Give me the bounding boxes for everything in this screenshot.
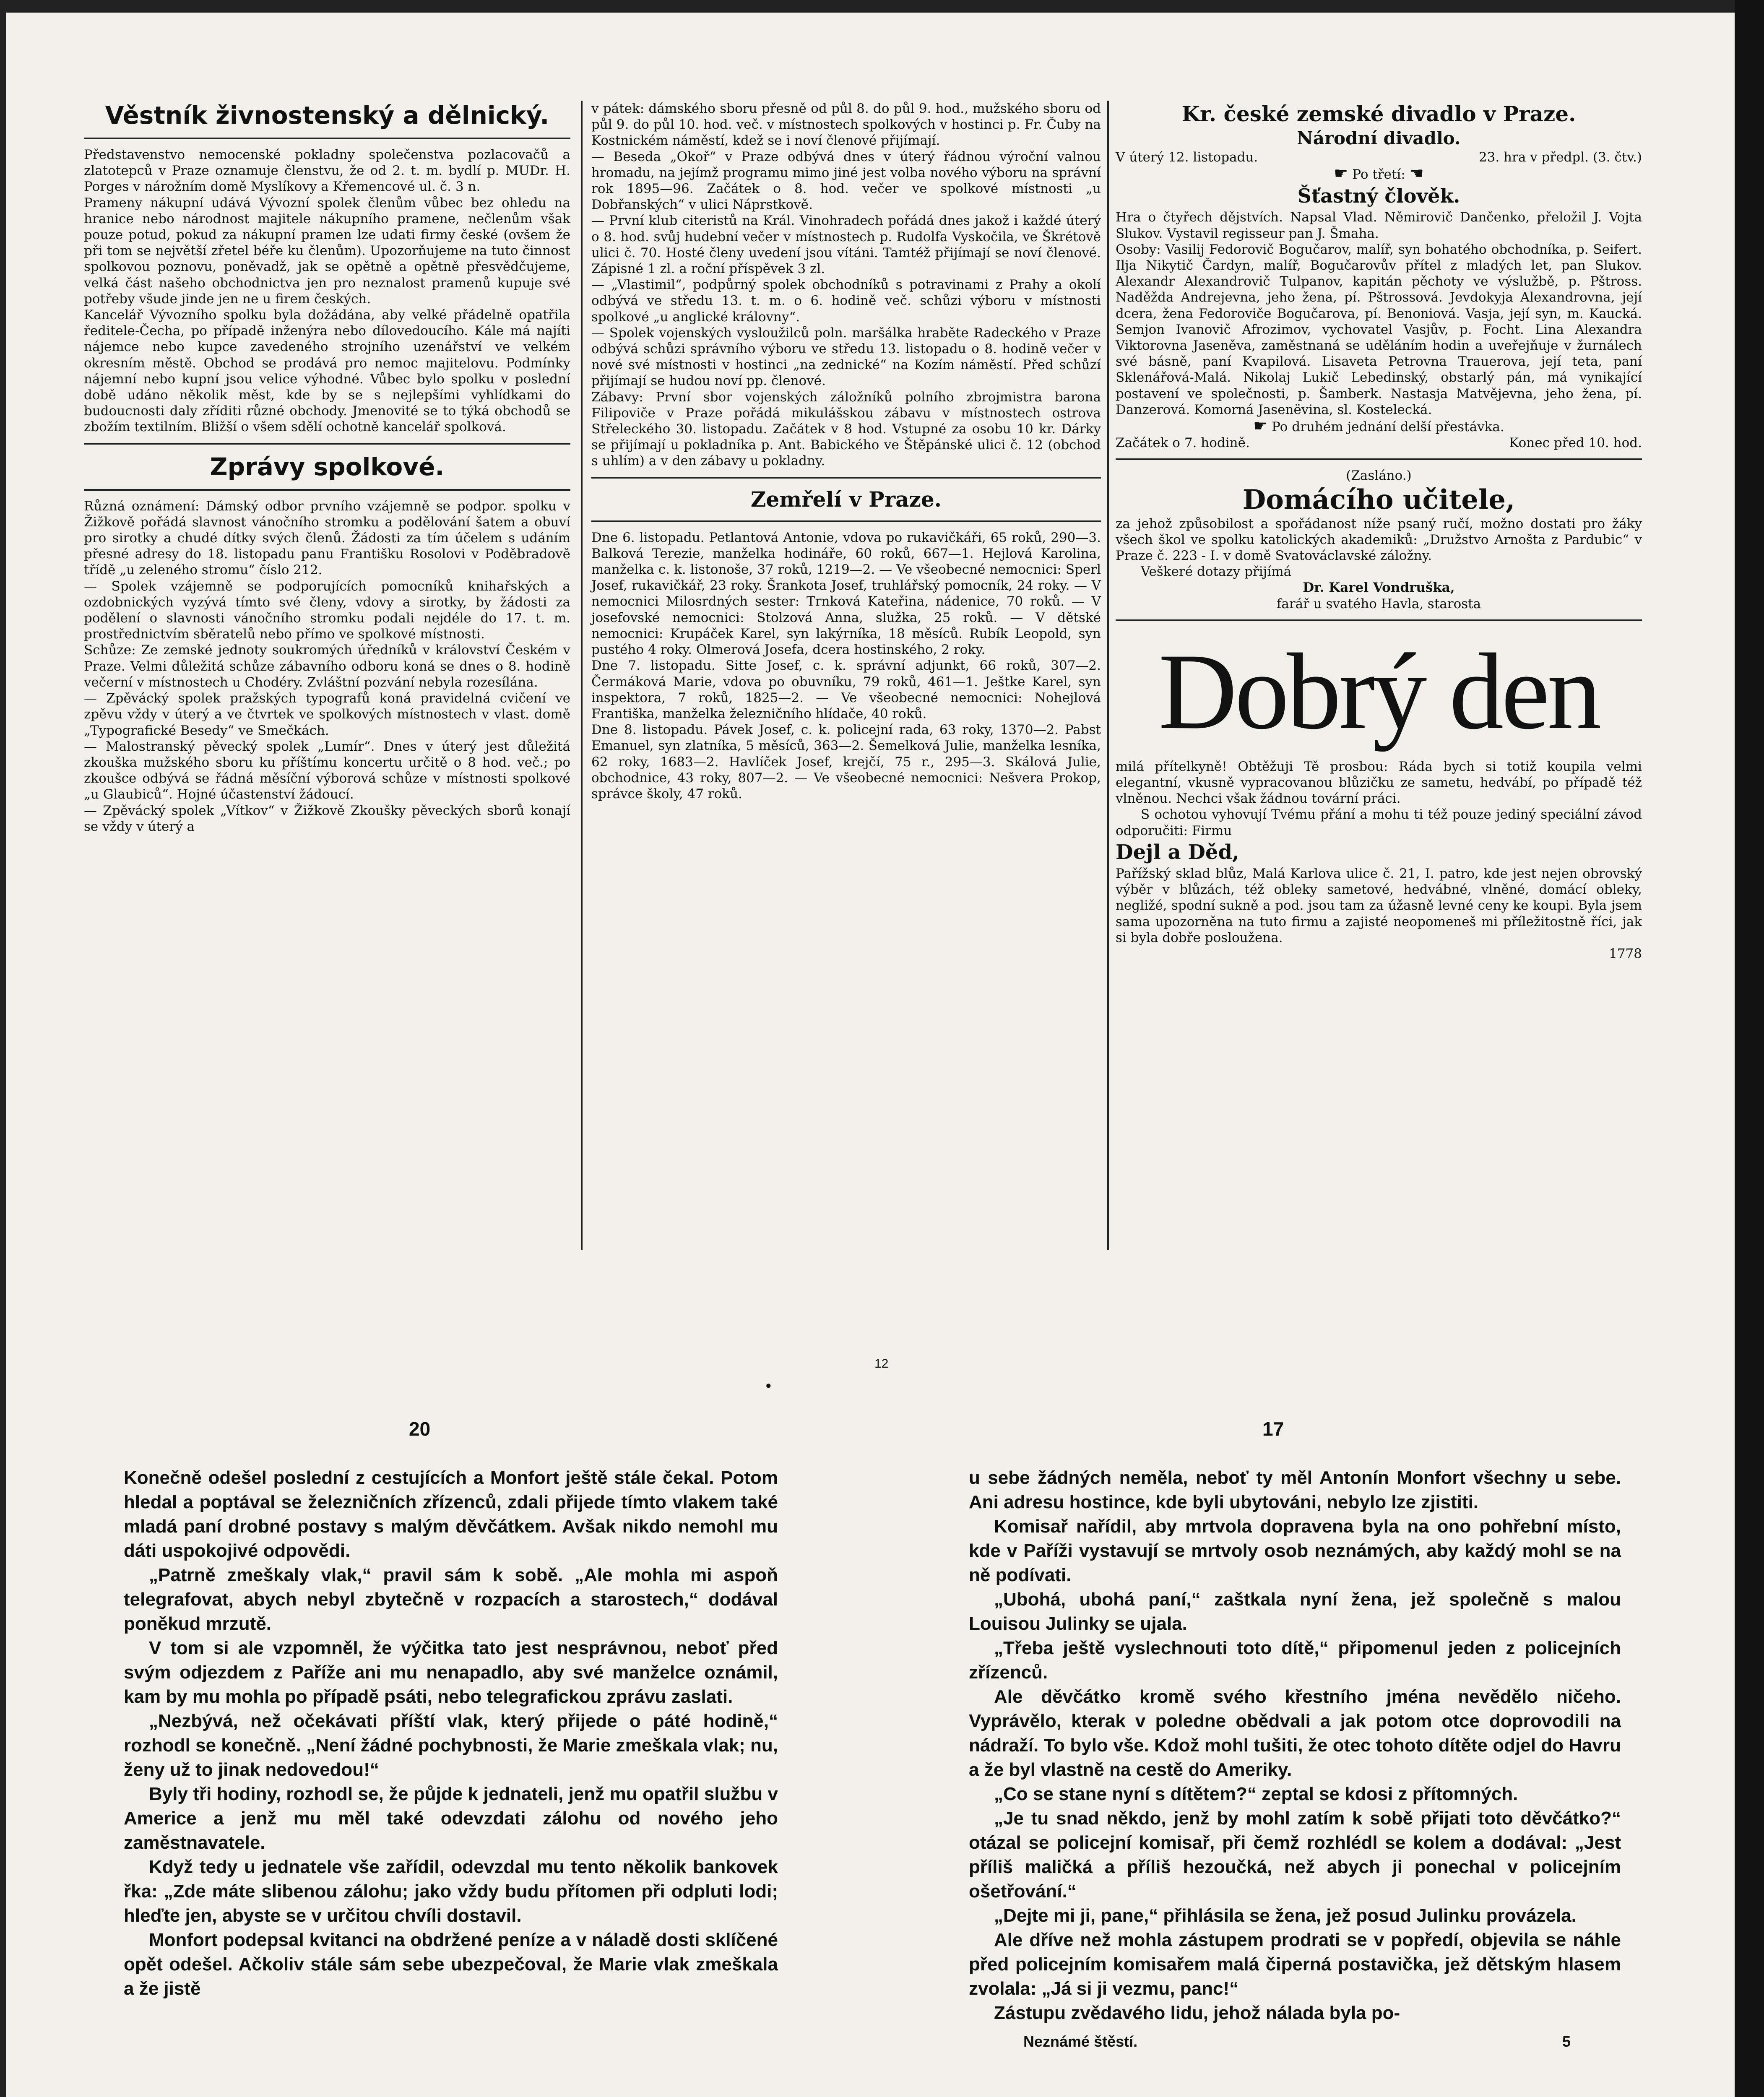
paragraph: — Zpěvácký spolek pražských typografů koná pravidelná cvičení ve zpěvu vždy v úterý a ve čtvrtek ve spolkových místnostech v vlast. domě „Typografické Besedy“ ve Smečkách. (84, 691, 570, 738)
scan-edge-left (0, 0, 6, 2097)
paragraph: Komisař nařídil, aby mrtvola dopravena byla na ono pohřební místo, kde v Paříži vystavují se mrtvoly osob neznámých, aby každý mohl se na ně podívati. (969, 1516, 1621, 1585)
scan-dot: ● (765, 1380, 772, 1391)
paragraph: Zábavy: První sbor vojenských záložníků polního zbrojmistra barona Filipoviče v Praze pořádá mikulášskou zábavu v místnostech ostrova Střeleckého 30. listopadu. Začátek v 8 hod. Vstupné za osobu 10 kr. Dárky se přijímají u pokladníka p. Ant. Babického ve Štěpánské ulici č. 12 (obchod s uhlím) a v den zábavy u pokladny. (591, 389, 1101, 469)
theatre-date: V úterý 12. listopadu. (1116, 150, 1258, 165)
theatre-title: Kr. české zemské divadlo v Praze. (1181, 101, 1576, 126)
pointing-hand-icon: ☛ (1334, 164, 1348, 183)
footer-page: 5 (1562, 2033, 1571, 2050)
paragraph: Zástupu zvědavého lidu, jehož nálada byla po- (994, 2003, 1400, 2023)
tutor-ad-title: Domácího učitele, (1242, 484, 1515, 515)
tutor-ad-role: farář u svatého Havla, starosta (1276, 596, 1481, 611)
paragraph: V tom si ale vzpomněl, že výčitka tato jest nesprávnou, neboť před svým odjezdem z Paříže ani mu nenapadlo, aby své manželce oznámil, kam by mu mohla po případě psáti, nebo telegrafickou zprávu zaslati. (124, 1638, 778, 1707)
letter-text: milá přítelkyně! Obtěžuji Tě prosbou: Ráda bych si totiž koupila velmi elegantní, vkusně vypracovanou blůzičku ze sametu, hedvábí, po případě též vlněnou. Nechci však žádnou tovární práci. (1116, 759, 1642, 807)
paragraph: u sebe žádných neměla, neboť ty měl Antonín Monfort všechny u sebe. Ani adresu hostince, kde byli ubytováni, nebylo lze zjistiti. (969, 1467, 1621, 1512)
section-title-deaths: Zemřelí v Praze. (750, 487, 942, 512)
paragraph: „Co se stane nyní s dítětem?“ zeptal se kdosi z přítomných. (994, 1784, 1518, 1804)
intermission-text: Po druhém jednání delší přestávka. (1272, 419, 1504, 435)
paragraph: — Beseda „Okoř“ v Praze odbývá dnes v úterý řádnou výroční valnou hromadu, na jejímž programu mimo jiné jest volba nového výboru na správní rok 1895—96. Začátek o 8. hod. večer ve spolkové místnosti „u Dobřanských“ v ulici Náprstkově. (591, 149, 1101, 213)
time-row (1116, 435, 1642, 451)
paragraph: Dne 7. listopadu. Sitte Josef, c. k. správní adjunkt, 66 roků, 307—2. Čermáková Marie, vdova po obuvníku, 79 roků, 461—1. Ještke Karel, syn inspektora, 7 roků, 1825—2. — Ve všeobecné nemocnici: Nohejlová Františka, manželka železničního hlídače, 40 roků. (591, 658, 1101, 721)
column-club-news (591, 101, 1101, 802)
paragraph: „Dejte mi ji, pane,“ přihlásila se žena, jež posud Julinku provázela. (994, 1905, 1577, 1926)
section-title-clubs: Zprávy spolkové. (210, 452, 445, 481)
divider (591, 520, 1101, 522)
theatre-date-row (1116, 149, 1642, 165)
intermission-note (1116, 418, 1642, 435)
paragraph: Ale dříve než mohla zástupem prodrati se v popředí, objevila se náhle před policejním komisařem malá čiperná postavička, jež dětským hlasem zvolala: „Já si ji vezmu, panc!“ (969, 1930, 1621, 1999)
play-description: Hra o čtyřech dějstvích. Napsal Vlad. Němirovič Dančenko, přeložil J. Vojta Slukov. Vystavil regisseur pan J. Šmaha. (1116, 210, 1642, 241)
paragraph: Byly tři hodiny, rozhodl se, že půjde k jednateli, jenž mu opatřil službu v Americe a jenž mu měl také odevzdati zálohu od nového jeho zaměstnavatele. (124, 1784, 778, 1853)
paragraph: „Ubohá, ubohá paní,“ zaštkala nyní žena, jež společně s malou Louisou Julinky se ujala. (969, 1589, 1621, 1634)
scan-edge-right (1735, 0, 1764, 2097)
divider (84, 489, 570, 491)
tutor-ad-text: za jehož způsobilost a spořádanost níže psaný ručí, možno dostati pro žáky všech škol ve spolku katolických akademiků: „Družstvo Arnošta z Pardubic“ v Praze č. 223 - I. v domě Svatováclavské záložny. (1116, 516, 1642, 564)
pointing-hand-icon: ☛ (1253, 416, 1268, 435)
paragraph: Když tedy u jednatele vše zařídil, odevzdal mu tento několik bankovek řka: „Zde máte slibenou zálohu; jako vždy budu přítomen při odpluti lodi; hleďte jen, abyste se v určitou chvíli dostavil. (124, 1857, 778, 1926)
section-title-trade: Věstník živnostenský a dělnický. (105, 101, 549, 130)
paragraph: Různá oznámení: Dámský odbor prvního vzájemně se podpor. spolku v Žižkově pořádá slavnost vánočního stromku a podělování šatem a obuví pro sirotky a chudé dítky svých členů. Žádosti za tím účelem s udáním přesné adresy do 18. listopadu panu Františku Rosolovi v Poděbradově třídě „u zeleného stromu“ číslo 212. (84, 498, 570, 578)
paragraph: Prameny nákupní udává Vývozní spolek členům vůbec bez ohledu na hranice nebo národnost majitele nákupního pramene, nečlenům však pouze potud, pokud za nákupní pramen lze udati firmy české (ovšem že při tom se největší zřetel béře ku členům). Upozorňujeme na tuto činnost spolkovou poznovu, poněvadž, jak se opětně a opětně přesvědčujeme, velká část našeho obchodnictva jen pro neznalost pramenů kupuje své potřeby všude jinde jen ne u firem českých. (84, 195, 570, 307)
column-theatre (1116, 101, 1642, 962)
page-number-left: 20 (409, 1418, 431, 1440)
divider (1116, 458, 1642, 460)
column-rule (581, 101, 583, 1250)
novel-page-right (969, 1466, 1621, 2054)
paragraph: „Nezbývá, než očekávati příští vlak, který přijede o páté hodině,“ rozhodl se konečně. „Není žádné pochybnosti, že Marie zmeškala vlak; nu, ženy už to jinak nedovedou!“ (124, 1711, 778, 1780)
scan-mark: 12 (874, 1357, 889, 1371)
pointing-hand-icon: ☚ (1409, 164, 1424, 183)
paragraph: — Spolek vzájemně se podporujících pomocníků knihařských a ozdobnických vyzývá tímto své členy, vdovy a sirotky, by žádosti za podělení o slavnosti vánočního stromku podali nejdéle do 17. t. m. prostřednictvím sběratelů nebo přímo ve spolkové místnosti. (84, 578, 570, 642)
paragraph: — První klub citeristů na Král. Vinohradech pořádá dnes jakož i každé úterý o 8. hod. svůj hudební večer v místnostech p. Rudolfa Vyskočila, ve Škrétově ulici č. 70. Hosté členy uvedení jsou vítáni. Tamtéž přijímají se noví členové. Zápisné 1 zl. a roční příspěvek 3 zl. (591, 213, 1101, 277)
performance-count (1116, 165, 1642, 182)
paragraph: Dne 8. listopadu. Pávek Josef, c. k. policejní rada, 63 roky, 1370—2. Pabst Emanuel, syn zlatníka, 5 měsíců, 363—2. Šemelková Julie, manželka lesníka, 62 roky, 1683—2. Havlíček Josef, krejčí, 75 r., 295—3. Skálová Julie, obchodnice, 43 roky, 807—2. — Ve všeobecné nemocnici: Nešvera Prokop, správce školy, 47 roků. (591, 722, 1101, 801)
footer-title: Neznámé štěstí. (1023, 2033, 1138, 2050)
paragraph: — Zpěvácký spolek „Vítkov“ v Žižkově Zkoušky pěveckých sborů konají se vždy v úterý a (84, 803, 570, 834)
end-time: Konec před 10. hod. (1509, 435, 1642, 451)
paragraph: „Třeba ještě vyslechnouti toto dítě,“ připomenul jeden z policejních zřízenců. (969, 1638, 1621, 1683)
paragraph: „Patrně zmeškaly vlak,“ pravil sám k sobě. „Ale mohla mi aspoň telegrafovat, abych nebyl zbytečně v rozpacích a starostech,“ dodával poněkud mrzutě. (124, 1565, 778, 1634)
tutor-ad-inquiry: Veškeré dotazy přijímá (1141, 564, 1292, 580)
performance-label: Po třetí: (1352, 167, 1405, 182)
theatre-subscription: 23. hra v předpl. (3. čtv.) (1478, 150, 1642, 165)
paragraph: Kancelář Vývozního spolku byla dožádána, aby velké přádelně opatřila ředitele-Čecha, po případě inženýra nebo dílovedoucího. Kále má najíti nájemce nebo kupce zavedeného strojního uzenářství ve velkém okresním městě. Obchod se prodává pro nemoc majitelovu. Podmínky nájemní nebo kupní jsou velice výhodné. Vůbec bylo spolku v poslední době udáno několik měst, kde by se s nejlepšími vyhlídkami do budoucnosti daly zříditi různé obchody. Jmenovité se to týká obchodů se zbožím textilním. Bližší o všem sdělí ochotně kancelář spolková. (84, 307, 570, 435)
paragraph: Schůze: Ze zemské jednoty soukromých úředníků v království Českém v Praze. Velmi důležitá schůze zábavního odboru koná se dnes o 8. hodině večerní v místnostech u Chodéry. Zvláštní pozvání nebyla rozesílána. (84, 643, 570, 690)
theatre-subtitle: Národní divadlo. (1297, 128, 1461, 148)
paragraph: — „Vlastimil“, podpůrný spolek obchodníků s potravinami z Prahy a okolí odbývá ve středu 13. t. m. o 6. hodině več. schůzi výboru v místnosti spolkové „u anglické královny“. (591, 277, 1101, 325)
letter-text: S ochotou vyhovují Tvému přání a mohu ti též pouze jediný speciální závod odporučiti: Firmu (1116, 807, 1642, 838)
page-number-right: 17 (1262, 1418, 1284, 1440)
paragraph: Představenstvo nemocenské pokladny společenstva pozlacovačů a zlatotepců v Praze oznamuje členstvu, že od 2. t. m. bydlí p. MUDr. H. Porges v nárožním domě Myslíkovy a Křemencové ul. č. 3 n. (84, 147, 570, 195)
scan-edge-top (0, 0, 1764, 13)
firm-name: Dejl a Děd, (1116, 840, 1239, 864)
paragraph: Dne 6. listopadu. Petlantová Antonie, vdova po rukavičkáři, 65 roků, 290—3. Balková Terezie, manželka hodináře, 60 roků, 667—1. Hejlová Karolina, manželka c. k. listonoše, 37 roků, 1219—2. — Ve všeobecné nemocnici: Sperl Josef, rukavičkář, 23 roky. Šrankota Josef, truhlářský pomocník, 24 roky. — V nemocnici Milosrdných sester: Trnková Kateřina, nádenice, 70 roků. — V josefovské nemocnici: Stolzová Anna, služka, 25 roků. — V dětské nemocnici: Krupáček Karel, syn lakýrníka, 18 měsíců. Rubík Leopold, syn pustého 4 roky. Olmerová Josefa, dcera hostinského, 2 roky. (591, 530, 1101, 658)
novel-page-left (124, 1466, 778, 2001)
column-trade-news (84, 101, 570, 835)
divider (84, 443, 570, 445)
paragraph: — Malostranský pěvecký spolek „Lumír“. Dnes v úterý jest důležitá zkouška mužského sboru ku příštímu koncertu určitě o 8 hod. več.; po zkoušce odbývá se řádná měsíční výborová schůze v místnosti spolkové „u Glaubiců“. Hojné účastenství žádoucí. (84, 739, 570, 802)
divider (591, 477, 1101, 479)
paragraph: Ale děvčátko kromě svého křestního jména nevědělo ničeho. Vyprávělo, kterak v poledne obědvali a jak potom otce doprovodili na nádraží. To bylo vše. Kdož mohl tušiti, že otec tohoto dítěte odjel do Havru a že byl vlastně na cestě do Ameriky. (969, 1686, 1621, 1780)
advert-number: 1778 (1609, 946, 1642, 961)
paragraph: v pátek: dámského sboru přesně od půl 8. do půl 9. hod., mužského sboru od půl 9. do půl 10. hod. več. v místnostech spolkových v hostinci p. Fr. Čuby na Kostnickém náměstí, kdež se i noví členové přijímají. (591, 101, 1101, 148)
paragraph: „Je tu snad někdo, jenž by mohl zatím k sobě přijati toto děvčátko?“ otázal se policejní komisař, při čemž rozhlédl se kolem a dodával: „Jest příliš maličká a příliš hezoučká, než abych ji ponechal v policejním ošetřování.“ (969, 1808, 1621, 1902)
start-time: Začátek o 7. hodině. (1116, 435, 1250, 451)
divider (84, 138, 570, 139)
paragraph: — Spolek vojenských vysloužilců poln. maršálka hraběte Radeckého v Praze odbývá schůzi správního výboru ve středu 13. listopadu o 8. hodině večer v nové své místnosti v hostinci „na zednické“ na Kozím náměstí. Před schůzí přijímají se hudou noví pp. členové. (591, 325, 1101, 389)
paragraph: Konečně odešel poslední z cestujících a Monfort ještě stále čekal. Potom hledal a poptával se železničních zřízenců, zdali přijede tímto vlakem také mladá paní drobné postavy s malým děvčátkem. Avšak nikdo nemohl mu dáti uspokojivé odpovědi. (124, 1467, 778, 1561)
page-footer (969, 2029, 1621, 2054)
sent-label: (Zasláno.) (1346, 468, 1412, 484)
advert-headline: Dobrý den (1158, 631, 1599, 752)
divider (1116, 619, 1642, 621)
paragraph: Monfort podepsal kvitanci na obdržené peníze a v náladě dosti sklíčené opět odešel. Ačkoliv stále sám sebe ubezpečoval, že Marie vlak zmeškala a že jistě (124, 1930, 778, 1999)
tutor-ad-name: Dr. Karel Vondruška, (1303, 580, 1455, 596)
play-title: Šťastný člověk. (1297, 185, 1460, 208)
letter-text: Pařížský sklad blůz, Malá Karlova ulice č. 21, I. patro, kde jest nejen obrovský výběr v blůzách, též obleky sametové, hedvábné, vlněné, domácí obleky, negližé, spodní sukně a pod. jsou tam za úžasně levné ceny ke koupi. Byla jsem sama upozorněna na tuto firmu a zajisté neopomeneš mi příležitostně říci, jak si byla dobře posloužena. (1116, 866, 1642, 945)
play-cast: Osoby: Vasilij Fedorovič Bogučarov, malíř, syn bohatého obchodníka, p. Seifert. Ilja Nikytič Čardyn, malíř, Bogučarovův přítel z mladých let, pan Slukov. Alexandr Alexandrovič Tulpanov, kapitán pěchoty ve výslužbě, p. Pštross. Naděžda Andrejevna, jeho žena, pí. Pštrossová. Jevdokyja Alexandrovna, její dcera, žena Fedorovičе Bogučarova, pí. Benoniová. Vasja, její syn, m. Kaucká. Semjon Ivanovič Afrozimov, vychovatel Vasjův, p. Focht. Lina Alexandra Viktorovna Jaseněva, zaměstnaná se uděláním hodin a uveřejňuje v žurnálech své básně, paní Kvapilová. Lisaveta Petrovna Trauerova, její teta, paní Sklenářová-Malá. Nikolaj Lukič Lebedinský, obstarlý pán, má vynikající postavení ve společnosti, p. Šamberk. Nastasja Matvějevna, jeho žena, pí. Danzerová. Komorná Jasenёvina, sl. Kostelecká. (1116, 242, 1642, 417)
column-rule (1107, 101, 1109, 1250)
